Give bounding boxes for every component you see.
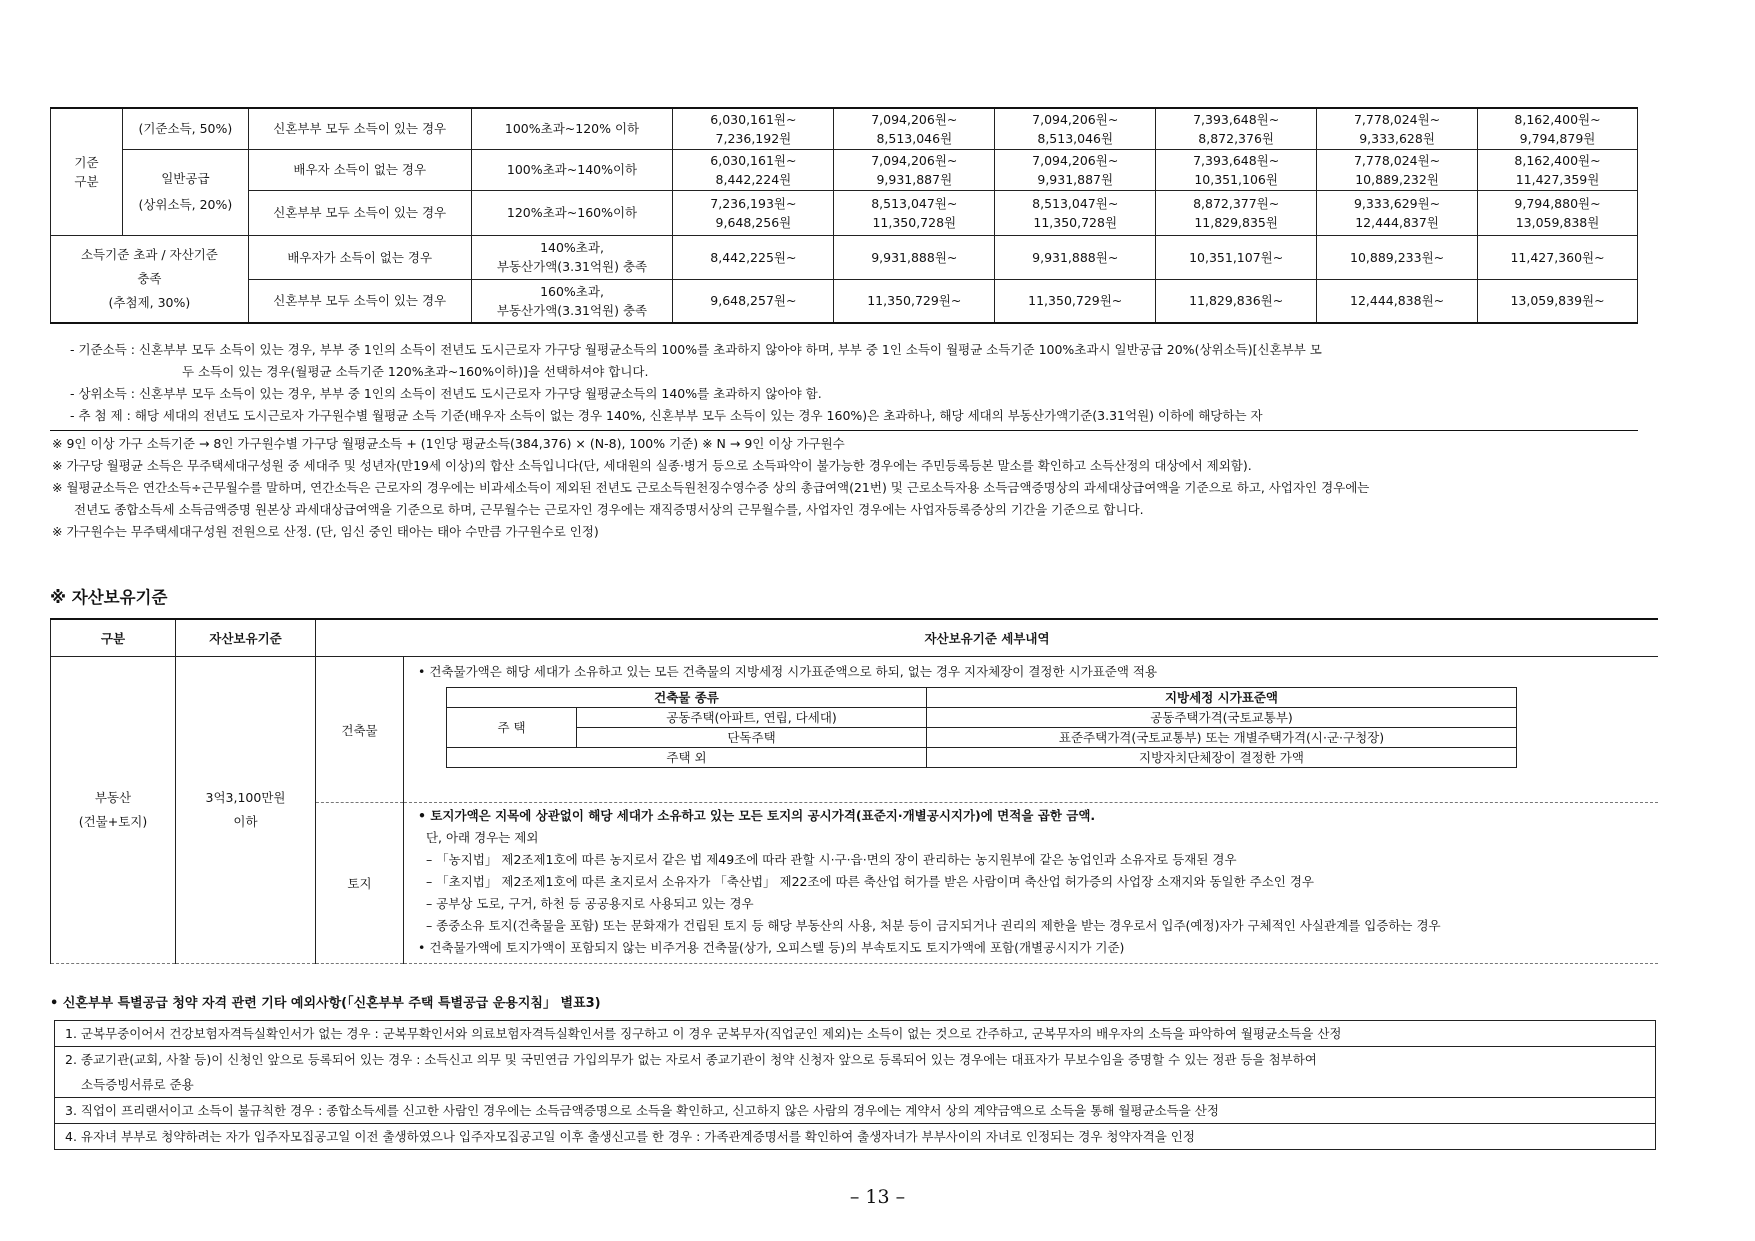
notes bbox=[52, 433, 1369, 543]
value-cell: 9,931,888원~ bbox=[834, 235, 995, 279]
exceptions-title: • 신혼부부 특별공급 청약 자격 관련 기타 예외사항(「신혼부부 주택 특별공급 운용지침」 별표3) bbox=[50, 996, 601, 1011]
value-cell: 7,778,024원~ 9,333,628원 bbox=[1317, 108, 1478, 149]
value-cell: 7,094,206원~ 9,931,887원 bbox=[995, 149, 1156, 190]
value-cell: 8,513,047원~ 11,350,728원 bbox=[995, 190, 1156, 235]
value-cell: 8,442,225원~ bbox=[673, 235, 834, 279]
value-cell: 12,444,838원~ bbox=[1317, 279, 1478, 323]
page-number: – 13 – bbox=[849, 1186, 906, 1208]
inner-header-price: 지방세정 시가표준액 bbox=[927, 688, 1517, 708]
value-cell: 7,094,206원~ 9,931,887원 bbox=[834, 149, 995, 190]
header-category: 구분 bbox=[51, 619, 176, 657]
value-cell: 7,094,206원~ 8,513,046원 bbox=[995, 108, 1156, 149]
condition-cell: 신혼부부 모두 소득이 있는 경우 bbox=[248, 279, 471, 323]
value-cell: 11,350,729원~ bbox=[834, 279, 995, 323]
value-cell: 7,094,206원~ 8,513,046원 bbox=[834, 108, 995, 149]
value-cell: 7,778,024원~ 10,889,232원 bbox=[1317, 149, 1478, 190]
value-cell: 8,872,377원~ 11,829,835원 bbox=[1156, 190, 1317, 235]
building-price-table bbox=[446, 687, 1517, 768]
condition-cell: 신혼부부 모두 소득이 있는 경우 bbox=[248, 190, 471, 235]
value-cell: 13,059,839원~ bbox=[1478, 279, 1638, 323]
value-cell: 9,648,257원~ bbox=[673, 279, 834, 323]
condition-cell: 신혼부부 모두 소득이 있는 경우 bbox=[248, 108, 471, 149]
definitions bbox=[70, 339, 1322, 427]
exception-2: 2. 종교기관(교회, 사찰 등)이 신청인 앞으로 등록되어 있는 경우 : 소득신고 의무 및 국민연금 가입의무가 없는 자로서 종교기관이 청약 신청자 앞으로 등록되어 있는 경우에는 대표자가 무보수임을 증명할 수 있는 정관 등을 첨부하여 bbox=[65, 1052, 1317, 1067]
land-line: – 「농지법」 제2조제1호에 따른 농지로서 같은 법 제49조에 따라 관할 시·구·읍·면의 장이 관리하는 농지원부에 같은 농업인과 소유자로 등재된 경우 bbox=[418, 852, 1237, 867]
value-cell: 8,513,047원~ 11,350,728원 bbox=[834, 190, 995, 235]
income-criteria-table bbox=[50, 107, 1638, 324]
inner-cell: 공동주택가격(국토교통부) bbox=[927, 708, 1517, 728]
divider bbox=[50, 430, 1638, 431]
range-cell: 120%초과~160%이하 bbox=[471, 190, 673, 235]
building-label: 건축물 bbox=[316, 657, 404, 803]
lottery-category-label: 소득기준 초과 / 자산기준 충족 (추첨제, 30%) bbox=[51, 235, 249, 323]
land-line: 단, 아래 경우는 제외 bbox=[418, 830, 539, 845]
exception-4: 4. 유자녀 부부로 청약하려는 자가 입주자모집공고일 이전 출생하였으나 입주자모집공고일 이후 출생신고를 한 경우 : 가족관계증명서를 확인하여 출생자녀가 부부사이의 자녀로 인정되는 경우 청약자격을 인정 bbox=[65, 1129, 1195, 1144]
note-monthly-income: ※ 월평균소득은 연간소득÷근무월수를 말하며, 연간소득은 근로자의 경우에는 비과세소득이 제외된 전년도 근로소득원천징수영수증 상의 총급여액(21번) 및 근로소득자용 소득금액증명상의 과세대상급여액을 기준으로 하고, 사업자인 경우에는 bbox=[52, 480, 1370, 495]
value-cell: 10,889,233원~ bbox=[1317, 235, 1478, 279]
range-cell: 100%초과~140%이하 bbox=[471, 149, 673, 190]
value-cell: 11,427,360원~ bbox=[1478, 235, 1638, 279]
exception-2-cont: 소득증빙서류로 준용 bbox=[55, 1072, 1655, 1098]
house-label: 주 택 bbox=[447, 708, 577, 748]
def-upper-income: - 상위소득 : 신혼부부 모두 소득이 있는 경우, 부부 중 1인의 소득이 전년도 도시근로자 가구당 월평균소득의 140%를 초과하지 않아야 함. bbox=[70, 386, 822, 401]
inner-cell: 공동주택(아파트, 연립, 다세대) bbox=[577, 708, 927, 728]
inner-cell: 표준주택가격(국토교통부) 또는 개별주택가격(시·군·구청장) bbox=[927, 728, 1517, 748]
value-cell: 10,351,107원~ bbox=[1156, 235, 1317, 279]
note-monthly-income-cont: 전년도 종합소득세 소득금액증명 원본상 과세대상급여액을 기준으로 하며, 근무월수는 근로자인 경우에는 재직증명서상의 근무월수를, 사업자인 경우에는 사업자등록증상의 기간을 기준으로 합니다. bbox=[74, 502, 1144, 517]
land-detail bbox=[404, 803, 1659, 964]
value-cell: 9,794,880원~ 13,059,838원 bbox=[1478, 190, 1638, 235]
value-cell: 11,829,836원~ bbox=[1156, 279, 1317, 323]
def-base-income: - 기준소득 : 신혼부부 모두 소득이 있는 경우, 부부 중 1인의 소득이 전년도 도시근로자 가구당 월평균소득의 100%를 초과하지 않아야 하며, 부부 중 1인 소득이 월평균 소득기준 100%초과시 일반공급 20%(상위소득)[신혼부부 모 bbox=[70, 342, 1322, 357]
category-label: 기준 구분 bbox=[51, 108, 123, 235]
condition-cell: 배우자 소득이 없는 경우 bbox=[248, 149, 471, 190]
header-criteria: 자산보유기준 bbox=[176, 619, 316, 657]
asset-category: 부동산 (건물+토지) bbox=[51, 657, 176, 964]
exceptions-box bbox=[54, 1020, 1656, 1150]
subcategory-label: (기준소득, 50%) bbox=[122, 108, 248, 149]
range-cell: 160%초과, 부동산가액(3.31억원) 충족 bbox=[471, 279, 673, 323]
note-9-persons: ※ 9인 이상 가구 소득기준 → 8인 가구원수별 가구당 월평균소득 + (1인당 평균소득(384,376) × (N-8), 100% 기준) ※ N → 9인 이상 가구원수 bbox=[52, 436, 845, 451]
land-line: – 「초지법」 제2조제1호에 따른 초지로서 소유자가 「축산법」 제22조에 따른 축산업 허가를 받은 사람이며 축산업 허가증의 사업장 소재지와 동일한 주소인 경우 bbox=[418, 874, 1315, 889]
header-details: 자산보유기준 세부내역 bbox=[316, 619, 1659, 657]
def-base-income-cont: 두 소득이 있는 경우(월평균 소득기준 120%초과~160%이하)]을 선택하셔야 합니다. bbox=[182, 364, 649, 379]
inner-cell: 주택 외 bbox=[447, 748, 927, 768]
value-cell: 6,030,161원~ 7,236,192원 bbox=[673, 108, 834, 149]
value-cell: 8,162,400원~ 11,427,359원 bbox=[1478, 149, 1638, 190]
value-cell: 8,162,400원~ 9,794,879원 bbox=[1478, 108, 1638, 149]
value-cell: 11,350,729원~ bbox=[995, 279, 1156, 323]
subcategory-label: 일반공급 (상위소득, 20%) bbox=[122, 149, 248, 235]
range-cell: 100%초과~120% 이하 bbox=[471, 108, 673, 149]
value-cell: 9,931,888원~ bbox=[995, 235, 1156, 279]
building-desc: • 건축물가액은 해당 세대가 소유하고 있는 모든 건축물의 지방세정 시가표준액으로 하되, 없는 경우 지자체장이 결정한 시가표준액 적용 bbox=[418, 664, 1158, 679]
inner-cell: 단독주택 bbox=[577, 728, 927, 748]
value-cell: 7,393,648원~ 10,351,106원 bbox=[1156, 149, 1317, 190]
range-cell: 140%초과, 부동산가액(3.31억원) 충족 bbox=[471, 235, 673, 279]
value-cell: 7,236,193원~ 9,648,256원 bbox=[673, 190, 834, 235]
note-household-income: ※ 가구당 월평균 소득은 무주택세대구성원 중 세대주 및 성년자(만19세 이상)의 합산 소득입니다(단, 세대원의 실종·병거 등으로 소득파악이 불가능한 경우에는 주민등록등본 말소를 확인하고 소득산정의 대상에서 제외함). bbox=[52, 458, 1252, 473]
note-household-members: ※ 가구원수는 무주택세대구성원 전원으로 산정. (단, 임신 중인 태아는 태아 수만큼 가구원수로 인정) bbox=[52, 524, 599, 539]
land-line: – 종중소유 토지(건축물을 포함) 또는 문화재가 건립된 토지 등 해당 부동산의 사용, 처분 등이 금지되거나 권리의 제한을 받는 경우로서 입주(예정)자가 구체적인 사실관계를 입증하는 경우 bbox=[418, 918, 1441, 933]
exception-1: 1. 군복무중이어서 건강보험자격득실확인서가 없는 경우 : 군복무확인서와 의료보험자격득실확인서를 징구하고 이 경우 군복무자(직업군인 제외)는 소득이 없는 것으로 간주하고, 군복무자의 배우자의 소득을 파악하여 월평균소득을 산정 bbox=[55, 1021, 1655, 1047]
land-line: – 공부상 도로, 구거, 하천 등 공공용지로 사용되고 있는 경우 bbox=[418, 896, 754, 911]
land-line: • 토지가액은 지목에 상관없이 해당 세대가 소유하고 있는 모든 토지의 공시가격(표준지·개별공시지가)에 면적을 곱한 금액. bbox=[418, 808, 1096, 823]
inner-header-type: 건축물 종류 bbox=[447, 688, 927, 708]
inner-cell: 지방자치단체장이 결정한 가액 bbox=[927, 748, 1517, 768]
value-cell: 9,333,629원~ 12,444,837원 bbox=[1317, 190, 1478, 235]
condition-cell: 배우자가 소득이 없는 경우 bbox=[248, 235, 471, 279]
building-detail bbox=[404, 657, 1659, 803]
value-cell: 7,393,648원~ 8,872,376원 bbox=[1156, 108, 1317, 149]
land-label: 토지 bbox=[316, 803, 404, 964]
asset-section-title: ※ 자산보유기준 bbox=[50, 588, 168, 607]
exception-3: 3. 직업이 프리랜서이고 소득이 불규칙한 경우 : 종합소득세를 신고한 사람인 경우에는 소득금액증명으로 소득을 확인하고, 신고하지 않은 사람의 경우에는 계약서 상의 계약금액으로 소득을 통해 월평균소득을 산정 bbox=[55, 1098, 1655, 1124]
def-lottery: - 추 첨 제 : 해당 세대의 전년도 도시근로자 가구원수별 월평균 소득 기준(배우자 소득이 없는 경우 140%, 신혼부부 모두 소득이 있는 경우 160%)은 초과하나, 해당 세대의 부동산가액기준(3.31억원) 이하에 해당하는 자 bbox=[70, 408, 1263, 423]
land-line: • 건축물가액에 토지가액이 포함되지 않는 비주거용 건축물(상가, 오피스텔 등)의 부속토지도 토지가액에 포함(개별공시지가 기준) bbox=[418, 940, 1125, 955]
asset-criteria-table bbox=[50, 618, 1658, 964]
value-cell: 6,030,161원~ 8,442,224원 bbox=[673, 149, 834, 190]
asset-limit: 3억3,100만원 이하 bbox=[176, 657, 316, 964]
